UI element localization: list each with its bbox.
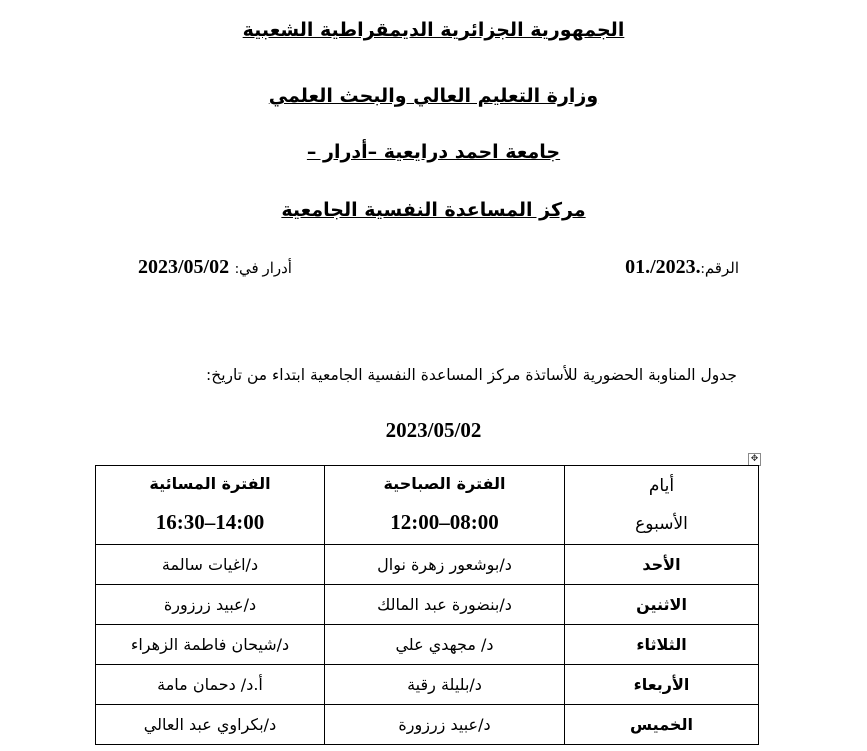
schedule-table — [95, 465, 759, 745]
reference-number-value: .2023/.01 — [625, 256, 701, 278]
evening-cell: د/شيحان فاطمة الزهراء — [96, 625, 325, 665]
evening-cell: د/عبيد زرزورة — [96, 585, 325, 625]
morning-cell: د/بنضورة عبد المالك — [325, 585, 565, 625]
day-cell: الثلاثاء — [565, 625, 759, 665]
day-cell: الخميس — [565, 705, 759, 745]
move-cross-icon[interactable]: ✥ — [748, 453, 761, 466]
header-evening-time: 16:30–14:00 — [155, 510, 265, 534]
place-date-label: أدرار في: — [234, 261, 292, 277]
intro-text: جدول المناوبة الحضورية للأساتذة مركز المساعدة النفسية الجامعية ابتداء من تاريخ: — [206, 366, 737, 384]
day-cell: الاثنين — [565, 585, 759, 625]
table-row — [96, 705, 759, 745]
header-days-top: أيام — [648, 476, 675, 496]
reference-number — [625, 256, 739, 279]
header-days-bottom: الأسبوع — [635, 514, 688, 534]
evening-cell: د/بكراوي عبد العالي — [96, 705, 325, 745]
reference-number-label: الرقم: — [700, 261, 739, 277]
header-center: مركز المساعدة النفسية الجامعية — [281, 199, 586, 221]
day-cell: الأربعاء — [565, 665, 759, 705]
table-row — [96, 665, 759, 705]
header-days-cell — [565, 466, 759, 545]
header-evening-title: الفترة المسائية — [149, 474, 271, 493]
header-republic: الجمهورية الجزائرية الديمقراطية الشعبية — [242, 19, 625, 41]
header-university: جامعة احمد درايعية –أدرار – — [306, 141, 561, 163]
table-row — [96, 625, 759, 665]
place-date — [138, 256, 292, 279]
place-date-value: 2023/05/02 — [138, 256, 230, 278]
table-header-row — [96, 466, 759, 545]
header-morning-time: 12:00–08:00 — [390, 510, 499, 534]
morning-cell: د/ مجهدي علي — [325, 625, 565, 665]
header-evening-cell — [96, 466, 325, 545]
header-ministry: وزارة التعليم العالي والبحث العلمي — [268, 85, 599, 107]
morning-cell: د/بوشعور زهرة نوال — [325, 545, 565, 585]
morning-cell: د/عبيد زرزورة — [325, 705, 565, 745]
header-morning-cell — [325, 466, 565, 545]
evening-cell: د/اغيات سالمة — [96, 545, 325, 585]
table-row — [96, 585, 759, 625]
intro-date: 2023/05/02 — [385, 418, 482, 442]
evening-cell: أ.د/ دحمان مامة — [96, 665, 325, 705]
header-morning-title: الفترة الصباحية — [383, 474, 506, 493]
morning-cell: د/بليلة رقية — [325, 665, 565, 705]
table-row — [96, 545, 759, 585]
day-cell: الأحد — [565, 545, 759, 585]
